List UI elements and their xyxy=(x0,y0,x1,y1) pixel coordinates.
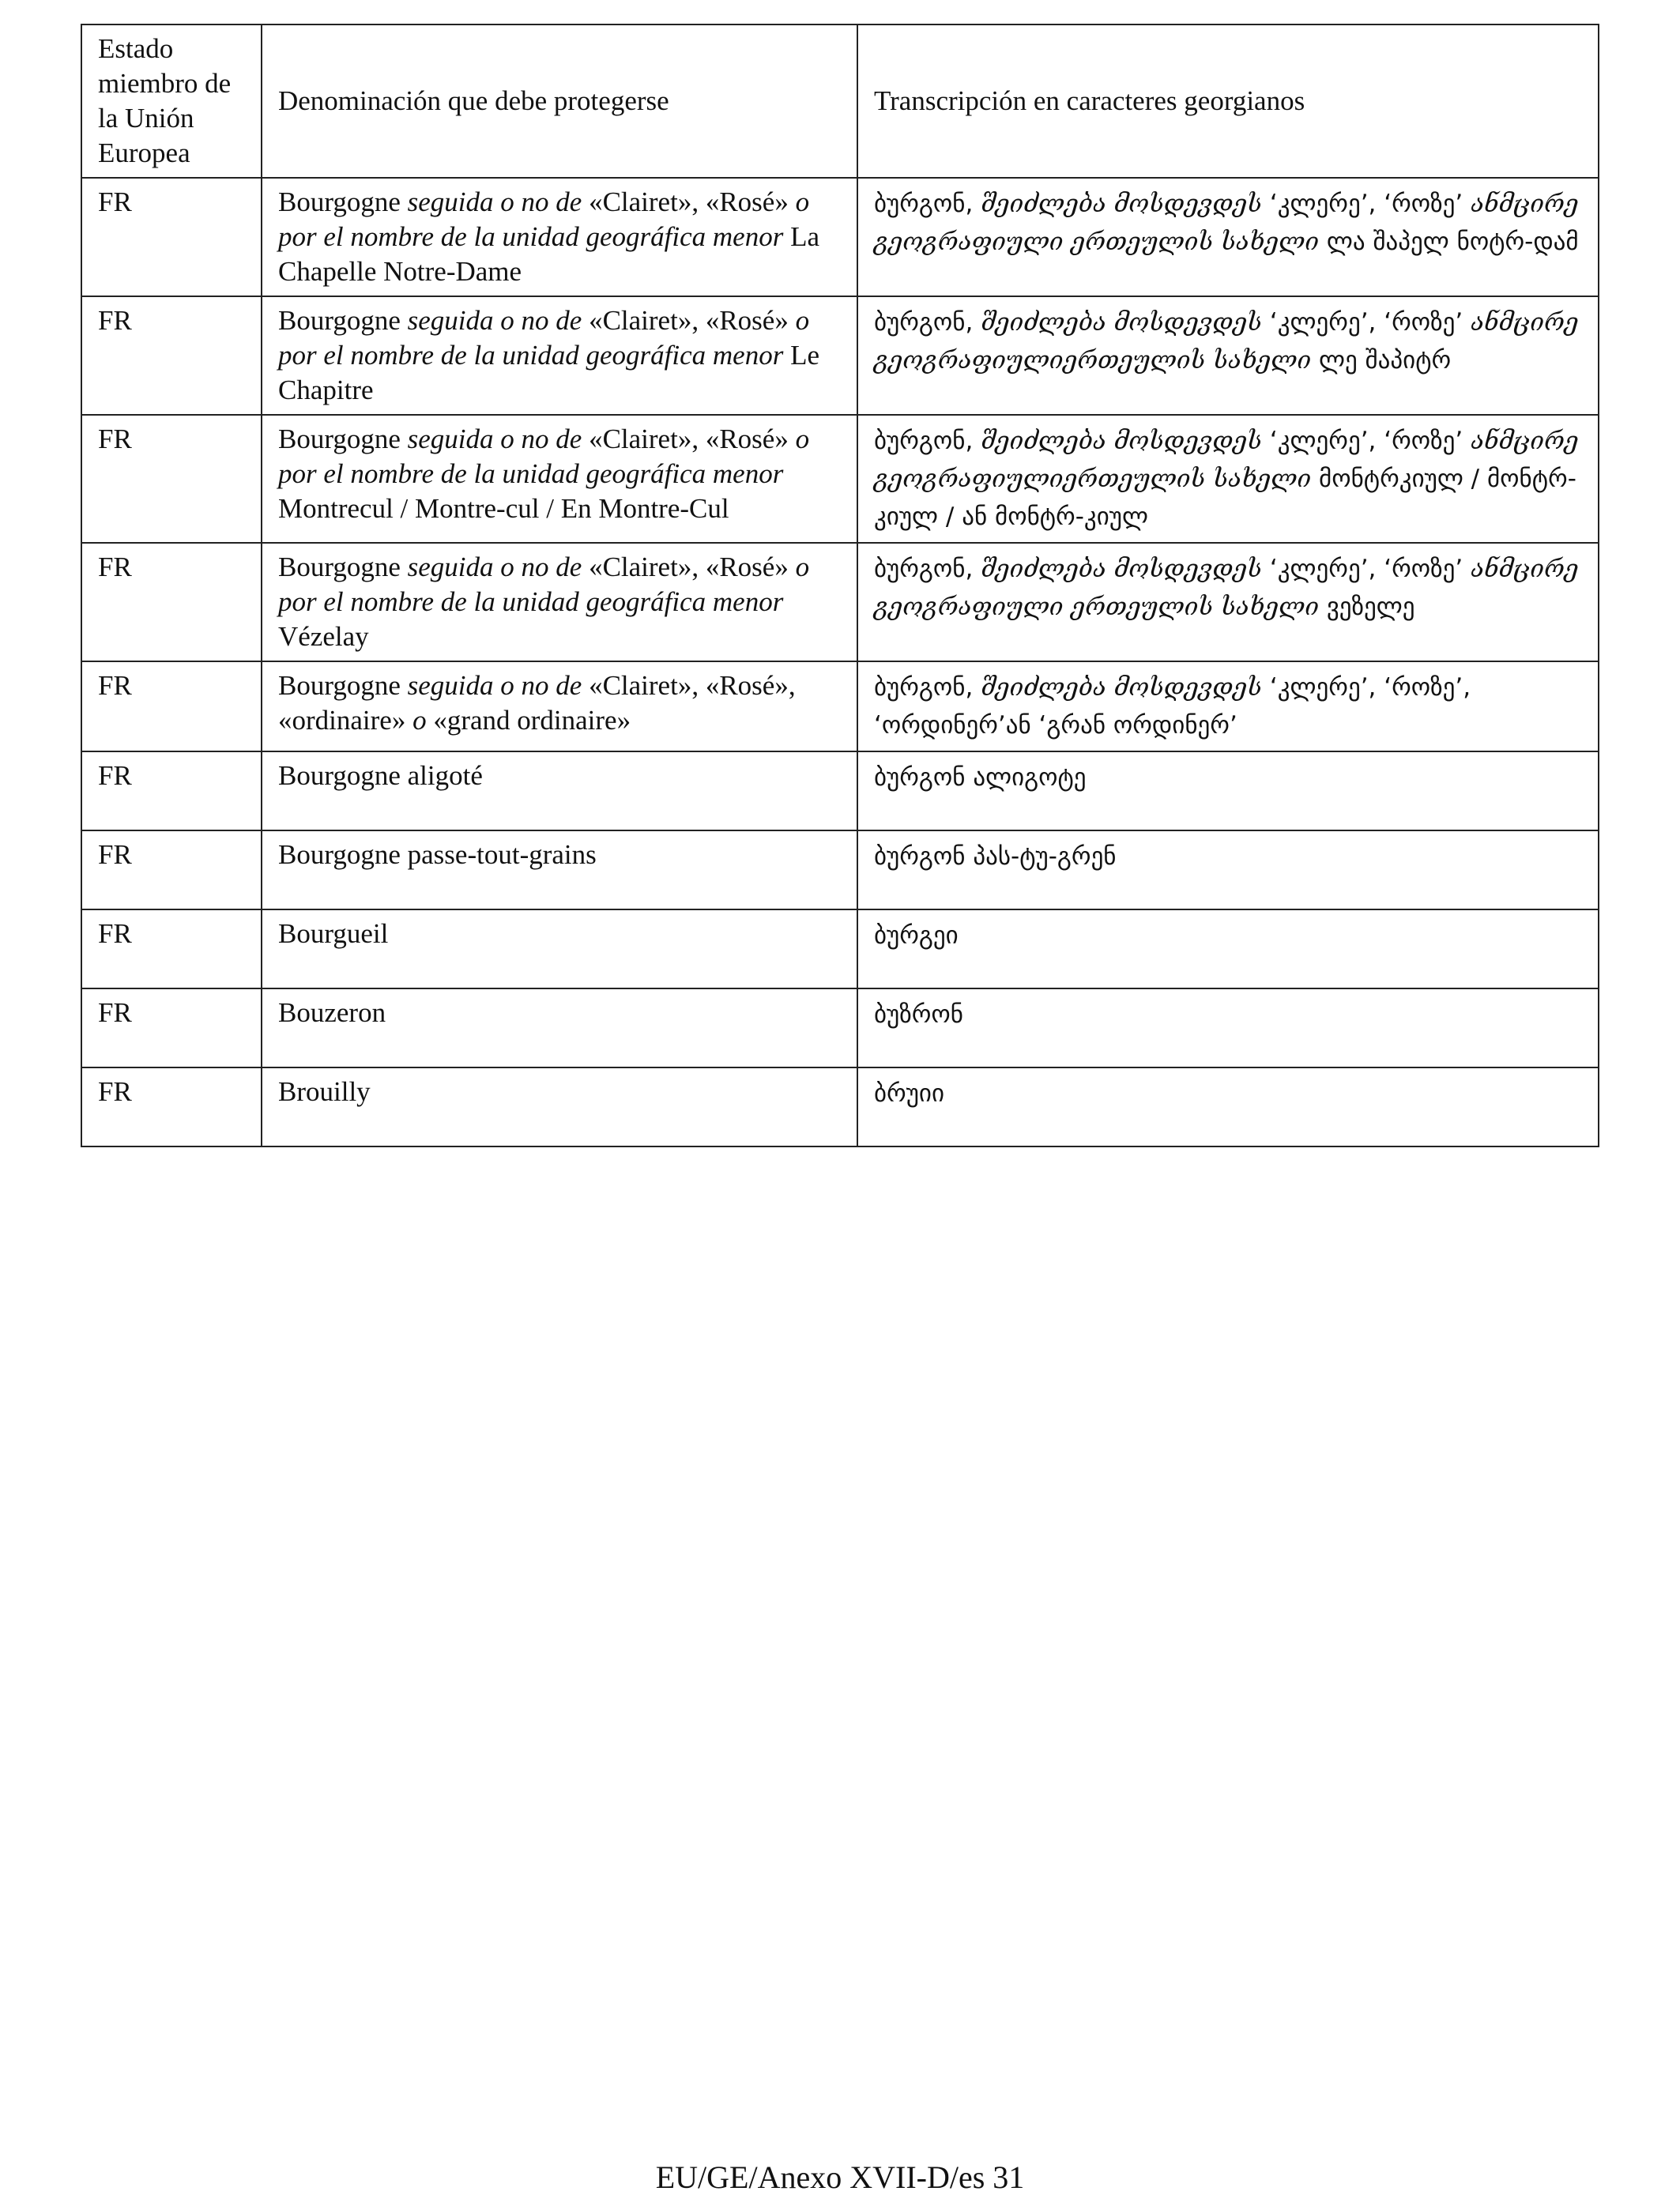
text-segment: Vézelay xyxy=(278,621,369,652)
text-segment: «grand ordinaire» xyxy=(426,705,631,736)
cell-state: FR xyxy=(81,296,262,415)
text-segment: Bourgueil xyxy=(278,918,389,949)
cell-denomination xyxy=(262,830,857,909)
cell-denomination xyxy=(262,751,857,830)
cell-georgian-transcription xyxy=(857,1067,1599,1146)
cell-state: FR xyxy=(81,751,262,830)
cell-denomination xyxy=(262,1067,857,1146)
cell-georgian-transcription xyxy=(857,543,1599,661)
text-segment: ბუზრონ xyxy=(874,1000,963,1029)
cell-georgian-transcription xyxy=(857,988,1599,1067)
cell-state: FR xyxy=(81,415,262,543)
text-segment: La Chapelle Notre-Dame xyxy=(278,221,819,287)
cell-georgian-transcription xyxy=(857,296,1599,415)
text-segment: ‘კლერე’, ‘როზე’ xyxy=(1262,555,1471,583)
cell-state: FR xyxy=(81,830,262,909)
cell-state: FR xyxy=(81,988,262,1067)
italic-text: ანმცირე გეოგრაფიულიერთეულის სახელი xyxy=(874,427,1579,493)
italic-text: ანმცირე გეოგრაფიული ერთეულის სახელი xyxy=(874,190,1579,256)
text-segment: ბურგონ ალიგოტე xyxy=(874,763,1087,792)
cell-georgian-transcription xyxy=(857,415,1599,543)
text-segment: «Clairet», «Rosé» xyxy=(582,186,796,217)
italic-text: seguida o no de xyxy=(407,552,582,582)
table-row xyxy=(81,751,1599,830)
header-state: Estado miembro de la Unión Europea xyxy=(81,24,262,178)
text-segment: Bourgogne aligoté xyxy=(278,760,483,791)
text-segment: ‘კლერე’, ‘როზე’ xyxy=(1262,427,1471,455)
cell-georgian-transcription xyxy=(857,661,1599,751)
cell-state: FR xyxy=(81,1067,262,1146)
cell-state: FR xyxy=(81,909,262,988)
italic-text: seguida o no de xyxy=(407,305,582,336)
text-segment: ბურგონ, xyxy=(874,555,981,583)
text-segment: Le Chapitre xyxy=(278,340,819,405)
italic-text: o por el nombre de la unidad geográfica menor xyxy=(278,305,810,371)
cell-denomination xyxy=(262,661,857,751)
italic-text: o por el nombre de la unidad geográfica menor xyxy=(278,552,810,617)
italic-text: შეიძლება მოსდევდეს xyxy=(981,190,1263,218)
text-segment: ბურგონ, xyxy=(874,308,981,337)
table-header-row xyxy=(81,24,1599,178)
text-segment: Montrecul / Montre-cul / En Montre-Cul xyxy=(278,493,729,524)
text-segment: ‘კლერე’, ‘როზე’ xyxy=(1262,308,1471,337)
text-segment: Brouilly xyxy=(278,1076,371,1107)
italic-text: შეიძლება მოსდევდეს xyxy=(981,427,1263,455)
text-segment: ბრუიი xyxy=(874,1079,945,1108)
text-segment: Bourgogne xyxy=(278,186,408,217)
text-segment: ბურგეი xyxy=(874,921,959,950)
header-name: Denominación que debe protegerse xyxy=(262,24,857,178)
cell-denomination xyxy=(262,988,857,1067)
table-row xyxy=(81,830,1599,909)
table-row xyxy=(81,988,1599,1067)
italic-text: o por el nombre de la unidad geográfica menor xyxy=(278,424,810,489)
cell-state: FR xyxy=(81,543,262,661)
italic-text: seguida o no de xyxy=(407,670,582,701)
italic-text: ანმცირე გეოგრაფიული ერთეულის სახელი xyxy=(874,555,1579,621)
cell-state: FR xyxy=(81,178,262,296)
table-body xyxy=(81,24,1599,1146)
italic-text: o xyxy=(412,705,427,736)
text-segment: «Clairet», «Rosé», «ordinaire» xyxy=(278,670,796,736)
cell-georgian-transcription xyxy=(857,830,1599,909)
text-segment: «Clairet», «Rosé» xyxy=(582,305,796,336)
text-segment: მონტრკიულ / მონტრ-კიულ / ან მონტრ-კიულ xyxy=(874,465,1576,531)
italic-text: seguida o no de xyxy=(407,424,582,454)
text-segment: «Clairet», «Rosé» xyxy=(582,424,796,454)
text-segment: ბურგონ, xyxy=(874,190,981,218)
italic-text: შეიძლება მოსდევდეს xyxy=(981,673,1263,702)
table-row xyxy=(81,296,1599,415)
cell-georgian-transcription xyxy=(857,909,1599,988)
italic-text: o por el nombre de la unidad geográfica menor xyxy=(278,186,810,252)
page-footer: EU/GE/Anexo XVII-D/es 31 xyxy=(655,2159,1025,2195)
table-row xyxy=(81,178,1599,296)
italic-text: ანმცირე გეოგრაფიულიერთეულის სახელი xyxy=(874,308,1579,375)
text-segment: ‘კლერე’, ‘როზე’ xyxy=(1262,190,1471,218)
text-segment: Bourgogne xyxy=(278,670,408,701)
designations-table xyxy=(81,24,1599,1147)
text-segment: Bourgogne passe-tout-grains xyxy=(278,839,597,870)
text-segment: Bourgogne xyxy=(278,424,408,454)
cell-georgian-transcription xyxy=(857,178,1599,296)
text-segment: Bouzeron xyxy=(278,997,386,1028)
text-segment: Bourgogne xyxy=(278,305,408,336)
table-row xyxy=(81,661,1599,751)
table-row xyxy=(81,543,1599,661)
text-segment: ‘კლერე’, ‘როზე’, ‘ორდინერ’ან ‘გრან ორდინერ’ xyxy=(874,673,1471,740)
text-segment: «Clairet», «Rosé» xyxy=(582,552,796,582)
text-segment: ლე შაპიტრ xyxy=(1311,346,1452,375)
italic-text: შეიძლება მოსდევდეს xyxy=(981,555,1263,583)
cell-state: FR xyxy=(81,661,262,751)
cell-denomination xyxy=(262,296,857,415)
cell-denomination xyxy=(262,543,857,661)
cell-denomination xyxy=(262,909,857,988)
header-transcription: Transcripción en caracteres georgianos xyxy=(857,24,1599,178)
cell-denomination xyxy=(262,415,857,543)
text-segment: ვეზელე xyxy=(1319,593,1415,621)
table-row xyxy=(81,909,1599,988)
cell-georgian-transcription xyxy=(857,751,1599,830)
italic-text: შეიძლება მოსდევდეს xyxy=(981,308,1263,337)
text-segment: ლა შაპელ ნოტრ-დამ xyxy=(1319,228,1579,256)
text-segment: Bourgogne xyxy=(278,552,408,582)
text-segment: ბურგონ, xyxy=(874,427,981,455)
text-segment: ბურგონ პას-ტუ-გრენ xyxy=(874,842,1117,871)
cell-denomination xyxy=(262,178,857,296)
text-segment: ბურგონ, xyxy=(874,673,981,702)
table-row xyxy=(81,1067,1599,1146)
table-row xyxy=(81,415,1599,543)
italic-text: seguida o no de xyxy=(407,186,582,217)
